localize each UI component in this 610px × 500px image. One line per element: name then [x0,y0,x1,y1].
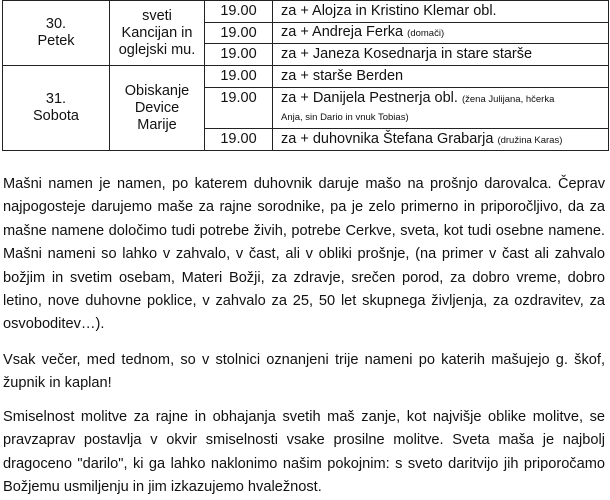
intention-note: (žena Julijana, hčerka [461,94,555,105]
paragraph-prayer-for-deceased: Smiselnost molitve za rajne in obhajanja svetih maš zanje, kot najvišje oblike molitve, se pravzaprav postavlja v okvir smiselnosti vsake prosilne molitve. Sveta maša je najbolj dragoceno "darilo", ki ga lahko naklonimo našim pokojnim: s sveto daritvijo jih priporočamo Božjemu usmiljenju in jim izkazujemo hvaležnost. [3,409,605,496]
mass-time: 19.00 [205,88,273,129]
intention-text: za + Janeza Kosednarja in stare starše [281,46,533,62]
mass-intention [273,23,609,44]
day-number: 30. [45,16,67,32]
day-name: Sobota [33,108,79,124]
celebration-line: Device [134,99,180,116]
celebration-line: Kancijan in [121,24,193,41]
intention-text: za + starše Berden [281,68,404,84]
mass-time: 19.00 [205,129,273,151]
intention-note: (družina Karas) [497,134,563,146]
mass-time: 19.00 [205,23,273,44]
celebration-line: Marije [137,116,177,133]
mass-time: 19.00 [205,1,273,23]
day-name: Petek [37,33,75,49]
celebration-line: Obiskanje [124,82,190,99]
mass-time: 19.00 [205,66,273,88]
intention-text: za + Danijela Pestnerja obl. [281,90,458,106]
day-cell-friday [3,1,110,66]
paragraph-evening-intentions: Vsak večer, med tednom, so v stolnici oznanjeni trije nameni po katerih mašujejo g. škof, župnik in kaplan! [3,352,605,392]
table-row [3,66,609,88]
mass-intention [273,44,609,66]
mass-time: 19.00 [205,44,273,66]
celebration-line: oglejski mu. [118,41,196,58]
mass-schedule-table [2,0,609,151]
mass-intention [273,66,609,88]
paragraph-mass-intention-definition: Mašni namen je namen, po katerem duhovnik daruje mašo na prošnjo darovalca. Čeprav najpogosteje darujemo maše za rajne sorodnike, pa je zelo primerno in priporočljivo, da za mašne namene določimo tudi potrebe živih, potrebe Cerkve, sveta, kot tudi osebne namene. Mašni nameni so lahko v zahvalo, v čast, ali v obliki prošnje, (na primer v čast ali zahvalo božjim in svetim osebam, Materi Božji, za zdravje, srečen porod, za dobro vreme, dobro letino, nove duhovne poklice, v zahvalo za 25, 50 let skupnega življenja, za ozdravitev, za osvoboditev…). [3,176,605,333]
intention-text: za + Andreja Ferka [281,24,404,40]
day-cell-saturday [3,66,110,151]
intention-text: za + Alojza in Kristino Klemar obl. [281,3,497,19]
intention-note: (domači) [407,28,445,39]
table-row [3,1,609,23]
intention-text: za + duhovnika Štefana Grabarja [281,130,494,147]
intention-note-continued: Anja, sin Dario in vnuk Tobias) [281,112,409,123]
celebration-cell-friday [110,1,205,66]
day-number: 31. [45,91,67,107]
mass-intention [273,1,609,23]
mass-intention [273,88,609,129]
celebration-line: sveti [142,7,172,24]
celebration-cell-saturday [110,66,205,151]
mass-intention [273,129,609,151]
